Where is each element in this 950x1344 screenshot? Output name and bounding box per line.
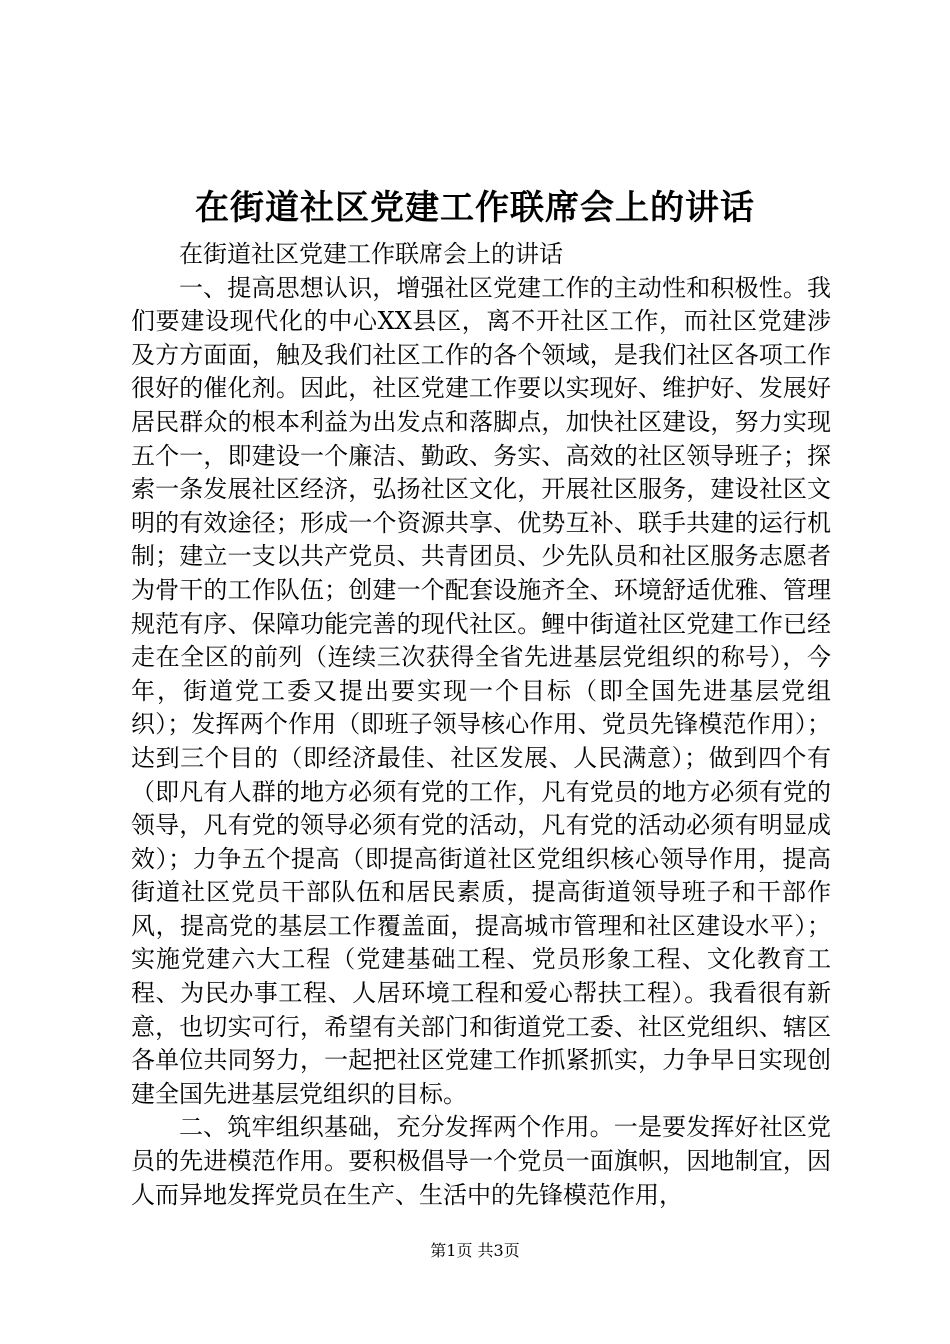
document-body [131, 238, 831, 1212]
document-subtitle: 在街道社区党建工作联席会上的讲话 [179, 240, 563, 268]
document-title: 在街道社区党建工作联席会上的讲话 [195, 188, 755, 228]
paragraph-1: 一、提高思想认识，增强社区党建工作的主动性和积极性。我们要建设现代化的中心XX县区，离不开社区工作，而社区党建涉及方方面面，触及我们社区工作的各个领域，是我们社区各项工作很好的催化剂。因此，社区党建工作要以实现好、维护好、发展好居民群众的根本利益为出发点和落脚点，加快社区建设，努力实现五个一，即建设一个廉洁、勤政、务实、高效的社区领导班子；探索一条发展社区经济，弘扬社区文化，开展社区服务，建设社区文明的有效途径；形成一个资源共享、优势互补、联手共建的运行机制；建立一支以共产党员、共青团员、少先队员和社区服务志愿者为骨干的工作队伍；创建一个配套设施齐全、环境舒适优雅、管理规范有序、保障功能完善的现代社区。鲤中街道社区党建工作已经走在全区的前列（连续三次获得全省先进基层党组织的称号），今年，街道党工委又提出要实现一个目标（即全国先进基层党组织）；发挥两个作用（即班子领导核心作用、党员先锋模范作用）；达到三个目的（即经济最佳、社区发展、人民满意）；做到四个有（即凡有人群的地方必须有党的工作，凡有党员的地方必须有党的领导，凡有党的领导必须有党的活动，凡有党的活动必须有明显成效）；力争五个提高（即提高街道社区党组织核心领导作用，提高街道社区党员干部队伍和居民素质，提高街道领导班子和干部作风，提高党的基层工作覆盖面，提高城市管理和社区建设水平）；实施党建六大工程（党建基础工程、党员形象工程、文化教育工程、为民办事工程、人居环境工程和爱心帮扶工程）。我看很有新意，也切实可行，希望有关部门和街道党工委、社区党组织、辖区各单位共同努力，一起把社区党建工作抓紧抓实，力争早日实现创建全国先进基层党组织的目标。 [131, 273, 831, 1108]
page-footer: 第1页 共3页 [430, 1241, 520, 1260]
paragraph-2: 二、筑牢组织基础，充分发挥两个作用。一是要发挥好社区党员的先进模范作用。要积极倡导一个党员一面旗帜，因地制宜，因人而异地发挥党员在生产、生活中的先锋模范作用， [131, 1113, 831, 1209]
